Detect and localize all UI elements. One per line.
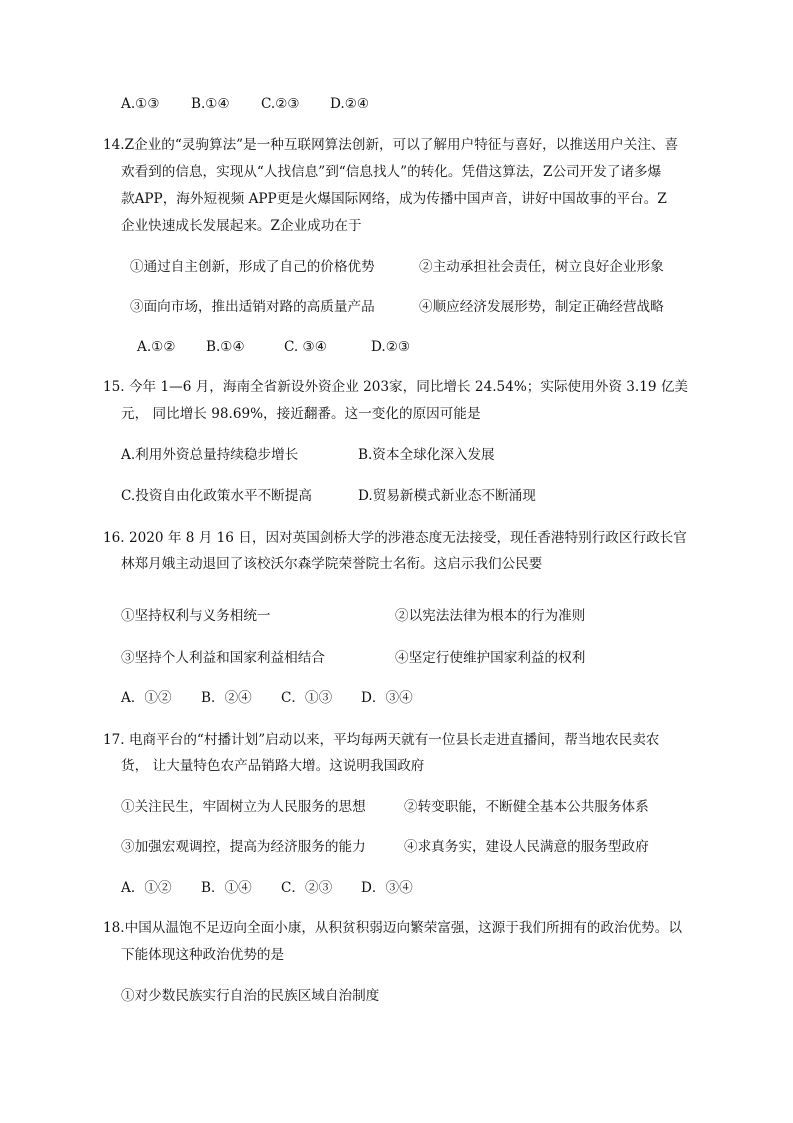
q16-option-b: B．②④ <box>201 690 252 706</box>
q14-option-c: C. ③④ <box>284 339 327 355</box>
q16-option-a: A．①② <box>121 690 172 706</box>
q14-option-d: D.②③ <box>371 339 411 355</box>
q17-item-4: ④求真务实，建设人民满意的服务型政府 <box>404 839 649 855</box>
q14-item-2: ②主动承担社会责任，树立良好企业形象 <box>419 259 664 275</box>
q16-option-c: C．①③ <box>281 690 333 706</box>
q15-stem-line-1: 15. 今年 1—6 月，海南全省新设外资企业 203家，同比增长 24.54%；实际使用外资 3.19 亿美 <box>103 379 689 395</box>
q13-option-c: C.②③ <box>261 96 300 112</box>
q14-stem-line-4: 企业快速成长发展起来。Z企业成功在于 <box>121 218 362 234</box>
q17-item-1: ①关注民生，牢固树立为人民服务的思想 <box>121 799 366 815</box>
q18-stem-line-2: 下能体现这种政治优势的是 <box>121 947 285 963</box>
q17-option-c: C．②③ <box>281 880 333 896</box>
q16-stem-line-2: 林郑月娥主动退回了该校沃尔森学院荣誉院士名衔。这启示我们公民要 <box>121 556 543 572</box>
q13-option-a: A.①③ <box>121 96 160 112</box>
q17-item-3: ③加强宏观调控，提高为经济服务的能力 <box>121 839 366 855</box>
q15-option-d: D.贸易新模式新业态不断涌现 <box>358 488 536 504</box>
q14-stem-line-3: 款APP，海外短视频 APP更是火爆国际网络，成为传播中国声音，讲好中国故事的平台。Z <box>121 191 667 207</box>
q14-option-b: B.①④ <box>206 339 245 355</box>
q14-option-a: A.①② <box>137 339 176 355</box>
q14-item-3: ③面向市场，推出适销对路的高质量产品 <box>130 299 375 315</box>
q17-stem-line-1: 17. 电商平台的“村播计划”启动以来，平均每两天就有一位县长走进直播间，帮当地农民卖农 <box>103 732 660 748</box>
q16-item-2: ②以宪法法律为根本的行为准则 <box>395 608 586 624</box>
q15-option-a: A.利用外资总量持续稳步增长 <box>121 447 299 463</box>
q18-stem-line-1: 18.中国从温饱不足迈向全面小康，从积贫积弱迈向繁荣富强，这源于我们所拥有的政治优势。以 <box>103 920 682 936</box>
q15-stem-line-2: 元， 同比增长 98.69%，接近翻番。这一变化的原因可能是 <box>121 406 481 422</box>
q16-item-1: ①坚持权利与义务相统一 <box>121 608 271 624</box>
q18-item-1: ①对少数民族实行自治的民族区域自治制度 <box>121 988 380 1004</box>
q14-item-1: ①通过自主创新，形成了自己的价格优势 <box>130 259 375 275</box>
q17-stem-line-2: 货， 让大量特色农产品销路大增。这说明我国政府 <box>121 758 425 774</box>
q16-option-d: D．③④ <box>361 690 413 706</box>
q13-option-b: B.①④ <box>191 96 230 112</box>
q13-option-d: D.②④ <box>330 96 370 112</box>
q14-stem-line-1: 14.Z企业的“灵驹算法”是一种互联网算法创新，可以了解用户特征与喜好，以推送用户关注、喜 <box>103 137 679 153</box>
q15-option-b: B.资本全球化深入发展 <box>358 447 495 463</box>
q17-item-2: ②转变职能，不断健全基本公共服务体系 <box>404 799 649 815</box>
q17-option-b: B．①④ <box>201 880 252 896</box>
q16-item-3: ③坚持个人利益和国家利益相结合 <box>121 650 325 666</box>
q16-item-4: ④坚定行使维护国家利益的权利 <box>395 650 586 666</box>
q17-option-a: A．①② <box>121 880 172 896</box>
q15-option-c: C.投资自由化政策水平不断提高 <box>121 488 312 504</box>
q14-stem-line-2: 欢看到的信息，实现从“人找信息”到“信息找人”的转化。凭借这算法，Z公司开发了诸多爆 <box>121 164 662 180</box>
q17-option-d: D．③④ <box>361 880 413 896</box>
q16-stem-line-1: 16. 2020 年 8 月 16 日，因对英国剑桥大学的涉港态度无法接受，现任香港特别行政区行政长官 <box>103 530 687 546</box>
q14-item-4: ④顺应经济发展形势，制定正确经营战略 <box>419 299 664 315</box>
